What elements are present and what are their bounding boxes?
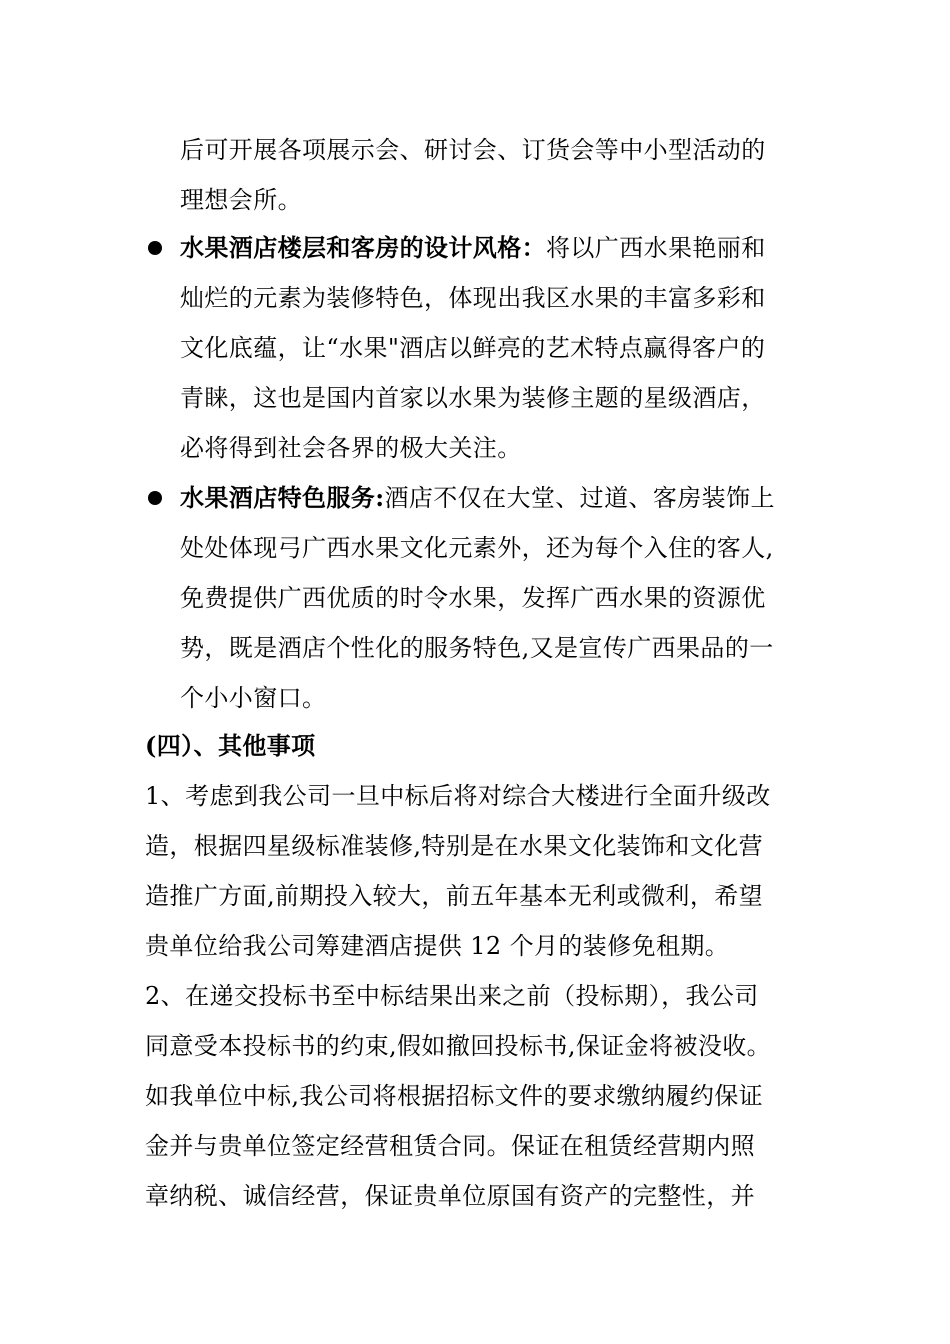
text-line: 2、在递交投标书至中标结果出来之前（投标期），我公司	[145, 982, 759, 1010]
text-line: 1、考虑到我公司一旦中标后将对综合大楼进行全面升级改	[145, 782, 771, 810]
text-line: 后可开展各项展示会、研讨会、订货会等中小型活动的	[180, 136, 766, 164]
text-line: 处处体现弓广西水果文化元素外，还为每个入住的客人,	[180, 534, 774, 562]
bullet-item-design-style	[180, 232, 766, 264]
text-line: 理想会所。	[180, 186, 302, 214]
section-heading: (四）、其他事项	[145, 731, 316, 760]
text-line: 造，根据四星级标准装修,特别是在水果文化装饰和文化营	[145, 832, 764, 860]
bullet-item-special-service	[180, 482, 775, 514]
text-line: 如我单位中标,我公司将根据招标文件的要求缴纳履约保证	[145, 1082, 764, 1110]
text-line: 势，既是酒店个性化的服务特色,又是宣传广西果品的一	[180, 634, 774, 662]
text-line: 灿烂的元素为装修特色，体现出我区水果的丰富多彩和	[180, 284, 766, 312]
text-line: 金并与贵单位签定经营租赁合同。保证在租赁经营期内照	[145, 1132, 755, 1160]
bullet-dot-icon	[148, 491, 162, 505]
text-line: 免费提供广西优质的时令水果，发挥广西水果的资源优	[180, 584, 766, 612]
bullet-lead-bold: 水果酒店特色服务:	[180, 483, 385, 512]
text-line: 文化底蕴，让“水果"酒店以鲜亮的艺术特点赢得客户的	[180, 334, 766, 362]
text-line: 青睐，这也是国内首家以水果为装修主题的星级酒店，	[180, 384, 766, 412]
bullet-lead-rest: 酒店不仅在大堂、过道、客房装饰上	[384, 484, 775, 512]
text-line: 同意受本投标书的约束,假如撤回投标书,保证金将被没收。	[145, 1032, 772, 1060]
text-line: 章纳税、诚信经营，保证贵单位原国有资产的完整性，并	[145, 1182, 755, 1210]
bullet-lead-bold: 水果酒店楼层和客房的设计风格：	[180, 233, 546, 262]
text-line: 贵单位给我公司筹建酒店提供 12 个月的装修免租期。	[145, 932, 730, 960]
text-line: 个小小窗口。	[180, 684, 327, 712]
bullet-dot-icon	[148, 241, 162, 255]
text-line: 必将得到社会各界的极大关注。	[180, 434, 522, 462]
text-line: 造推广方面,前期投入较大，前五年基本无利或微利，希望	[145, 882, 764, 910]
bullet-lead-rest: 将以广西水果艳丽和	[546, 234, 766, 262]
